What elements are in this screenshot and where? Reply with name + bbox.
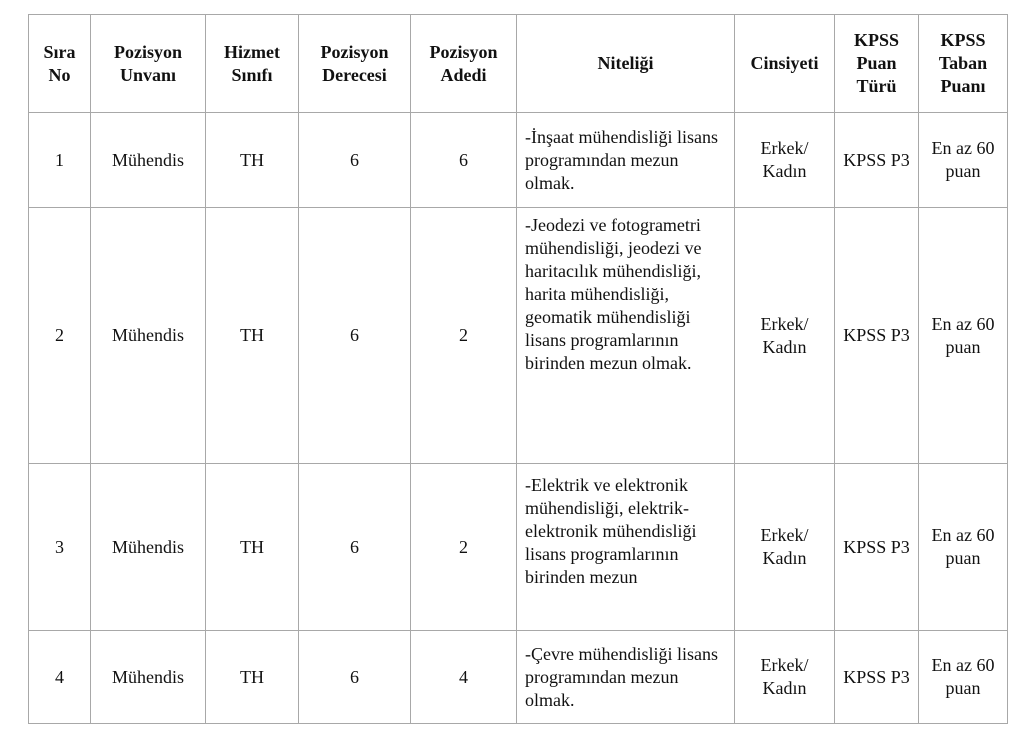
pozisyon-adedi: 2 (411, 208, 517, 464)
header-niteligi: Niteliği (517, 15, 735, 113)
kpss-taban-puani: En az 60 puan (919, 631, 1008, 724)
header-pozisyon-adedi: Pozisyon Adedi (411, 15, 517, 113)
niteligi: -İnşaat mühendisliği lisans programından mezun olmak. (517, 113, 735, 208)
pozisyon-derecesi: 6 (299, 464, 411, 631)
niteligi: -Çevre mühendisliği lisans programından mezun olmak. (517, 631, 735, 724)
header-pozisyon-derecesi: Pozisyon Derecesi (299, 15, 411, 113)
header-kpss-puan-turu: KPSS Puan Türü (835, 15, 919, 113)
pozisyon-unvani: Mühendis (91, 464, 206, 631)
hizmet-sinifi: TH (206, 631, 299, 724)
niteligi-cell (517, 464, 735, 631)
pozisyon-derecesi: 6 (299, 208, 411, 464)
kpss-puan-turu: KPSS P3 (835, 113, 919, 208)
kpss-puan-turu: KPSS P3 (835, 208, 919, 464)
sira-no: 3 (29, 464, 91, 631)
niteligi: -Elektrik ve elektronik mühendisliği, elektrik-elektronik mühendisliği lisans programlarının birinden mezun (525, 475, 697, 587)
table-row (29, 464, 1008, 631)
pozisyon-unvani: Mühendis (91, 631, 206, 724)
table-row (29, 631, 1008, 724)
sira-no: 4 (29, 631, 91, 724)
pozisyon-derecesi: 6 (299, 631, 411, 724)
hizmet-sinifi: TH (206, 113, 299, 208)
kpss-taban-puani: En az 60 puan (919, 208, 1008, 464)
positions-table (28, 14, 1008, 724)
hizmet-sinifi: TH (206, 464, 299, 631)
cinsiyeti: Erkek/ Kadın (735, 113, 835, 208)
table-row (29, 113, 1008, 208)
pozisyon-adedi: 6 (411, 113, 517, 208)
kpss-puan-turu: KPSS P3 (835, 464, 919, 631)
kpss-taban-puani: En az 60 puan (919, 464, 1008, 631)
header-row (29, 15, 1008, 113)
niteligi-cell (517, 208, 735, 464)
header-hizmet-sinifi: Hizmet Sınıfı (206, 15, 299, 113)
pozisyon-unvani: Mühendis (91, 113, 206, 208)
header-sira-no: Sıra No (29, 15, 91, 113)
cinsiyeti: Erkek/ Kadın (735, 464, 835, 631)
cinsiyeti: Erkek/ Kadın (735, 631, 835, 724)
hizmet-sinifi: TH (206, 208, 299, 464)
pozisyon-derecesi: 6 (299, 113, 411, 208)
pozisyon-unvani: Mühendis (91, 208, 206, 464)
kpss-puan-turu: KPSS P3 (835, 631, 919, 724)
sira-no: 2 (29, 208, 91, 464)
header-kpss-taban-puani: KPSS Taban Puanı (919, 15, 1008, 113)
kpss-taban-puani: En az 60 puan (919, 113, 1008, 208)
cinsiyeti: Erkek/ Kadın (735, 208, 835, 464)
sira-no: 1 (29, 113, 91, 208)
niteligi: -Jeodezi ve fotogrametri mühendisliği, jeodezi ve haritacılık mühendisliği, harita mühendisliği, geomatik mühendisliği lisans programlarının birinden mezun olmak. (525, 215, 702, 373)
header-pozisyon-unvani: Pozisyon Unvanı (91, 15, 206, 113)
pozisyon-adedi: 2 (411, 464, 517, 631)
table-row (29, 208, 1008, 464)
header-cinsiyeti: Cinsiyeti (735, 15, 835, 113)
pozisyon-adedi: 4 (411, 631, 517, 724)
